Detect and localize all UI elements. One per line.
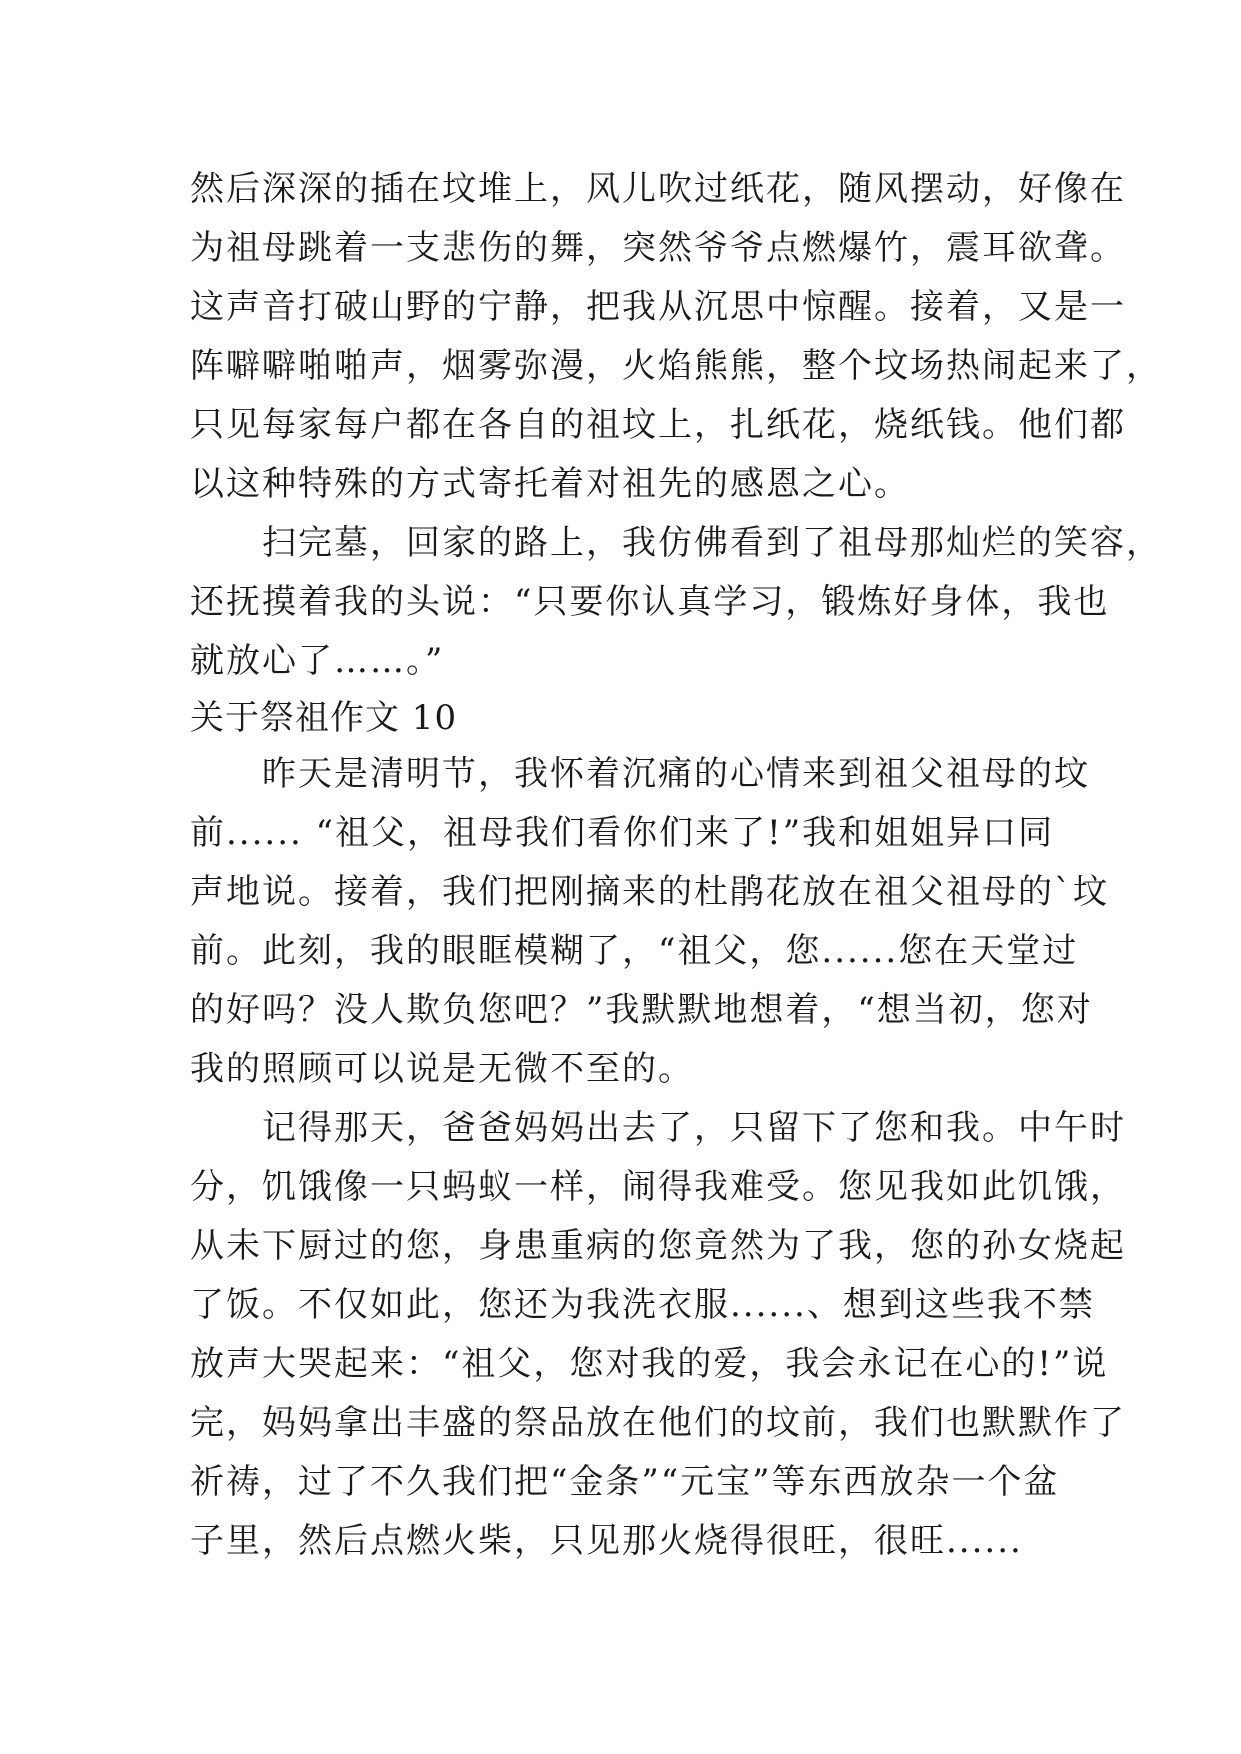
text-line: 放声大哭起来：“祖父，您对我的爱，我会永记在心的!”说 [190, 1344, 1109, 1384]
text-line: 子里，然后点燃火柴，只见那火烧得很旺，很旺...... [190, 1521, 1023, 1561]
text-line: 扫完墓，回家的路上，我仿佛看到了祖母那灿烂的笑容， [190, 523, 1162, 563]
text-line: 然后深深的插在坟堆上，风儿吹过纸花，随风摆动，好像在 [190, 169, 1126, 209]
text-line: 昨天是清明节，我怀着沉痛的心情来到祖父祖母的坟 [190, 754, 1090, 794]
text-line: 从未下厨过的您，身患重病的您竟然为了我，您的孙女烧起 [190, 1226, 1126, 1266]
text-line: 就放心了……。” [190, 641, 445, 681]
text-line: 我的照顾可以说是无微不至的。 [190, 1049, 694, 1089]
text-line: 完，妈妈拿出丰盛的祭品放在他们的坟前，我们也默默作了 [190, 1403, 1126, 1443]
text-line: 阵噼噼啪啪声，烟雾弥漫，火焰熊熊，整个坟场热闹起来了， [190, 346, 1162, 386]
text-line: 声地说。接着，我们把刚摘来的杜鹃花放在祖父祖母的`坟 [190, 872, 1109, 912]
text-line: 只见每家每户都在各自的祖坟上，扎纸花，烧纸钱。他们都 [190, 405, 1126, 445]
text-line: 记得那天，爸爸妈妈出去了，只留下了您和我。中午时 [190, 1108, 1126, 1148]
paragraph-4 [190, 1099, 1126, 1571]
text-line: 前...... “祖父，祖母我们看你们来了!”我和姐姐异口同 [190, 813, 1055, 853]
text-line: 祈祷，过了不久我们把“金条”“元宝”等东西放杂一个盆 [190, 1462, 1060, 1502]
text-line: 为祖母跳着一支悲伤的舞，突然爷爷点燃爆竹，震耳欲聋。 [190, 228, 1126, 268]
section-heading: 关于祭祖作文 10 [190, 698, 458, 738]
text-line: 的好吗？没人欺负您吧？”我默默地想着，“想当初，您对 [190, 990, 1093, 1030]
text-line: 这声音打破山野的宁静，把我从沉思中惊醒。接着，又是一 [190, 287, 1126, 327]
paragraph-2 [190, 514, 1162, 691]
paragraph-3 [190, 745, 1109, 1099]
text-line: 分，饥饿像一只蚂蚁一样，闹得我难受。您见我如此饥饿， [190, 1167, 1126, 1207]
document-body [190, 160, 1162, 1571]
text-line: 还抚摸着我的头说：“只要你认真学习，锻炼好身体，我也 [190, 582, 1110, 622]
paragraph-1 [190, 160, 1162, 514]
text-line: 了饭。不仅如此，您还为我洗衣服......、想到这些我不禁 [190, 1285, 1095, 1325]
text-line: 前。此刻，我的眼眶模糊了，“祖父，您......您在天堂过 [190, 931, 1079, 971]
text-line: 以这种特殊的方式寄托着对祖先的感恩之心。 [190, 464, 910, 504]
